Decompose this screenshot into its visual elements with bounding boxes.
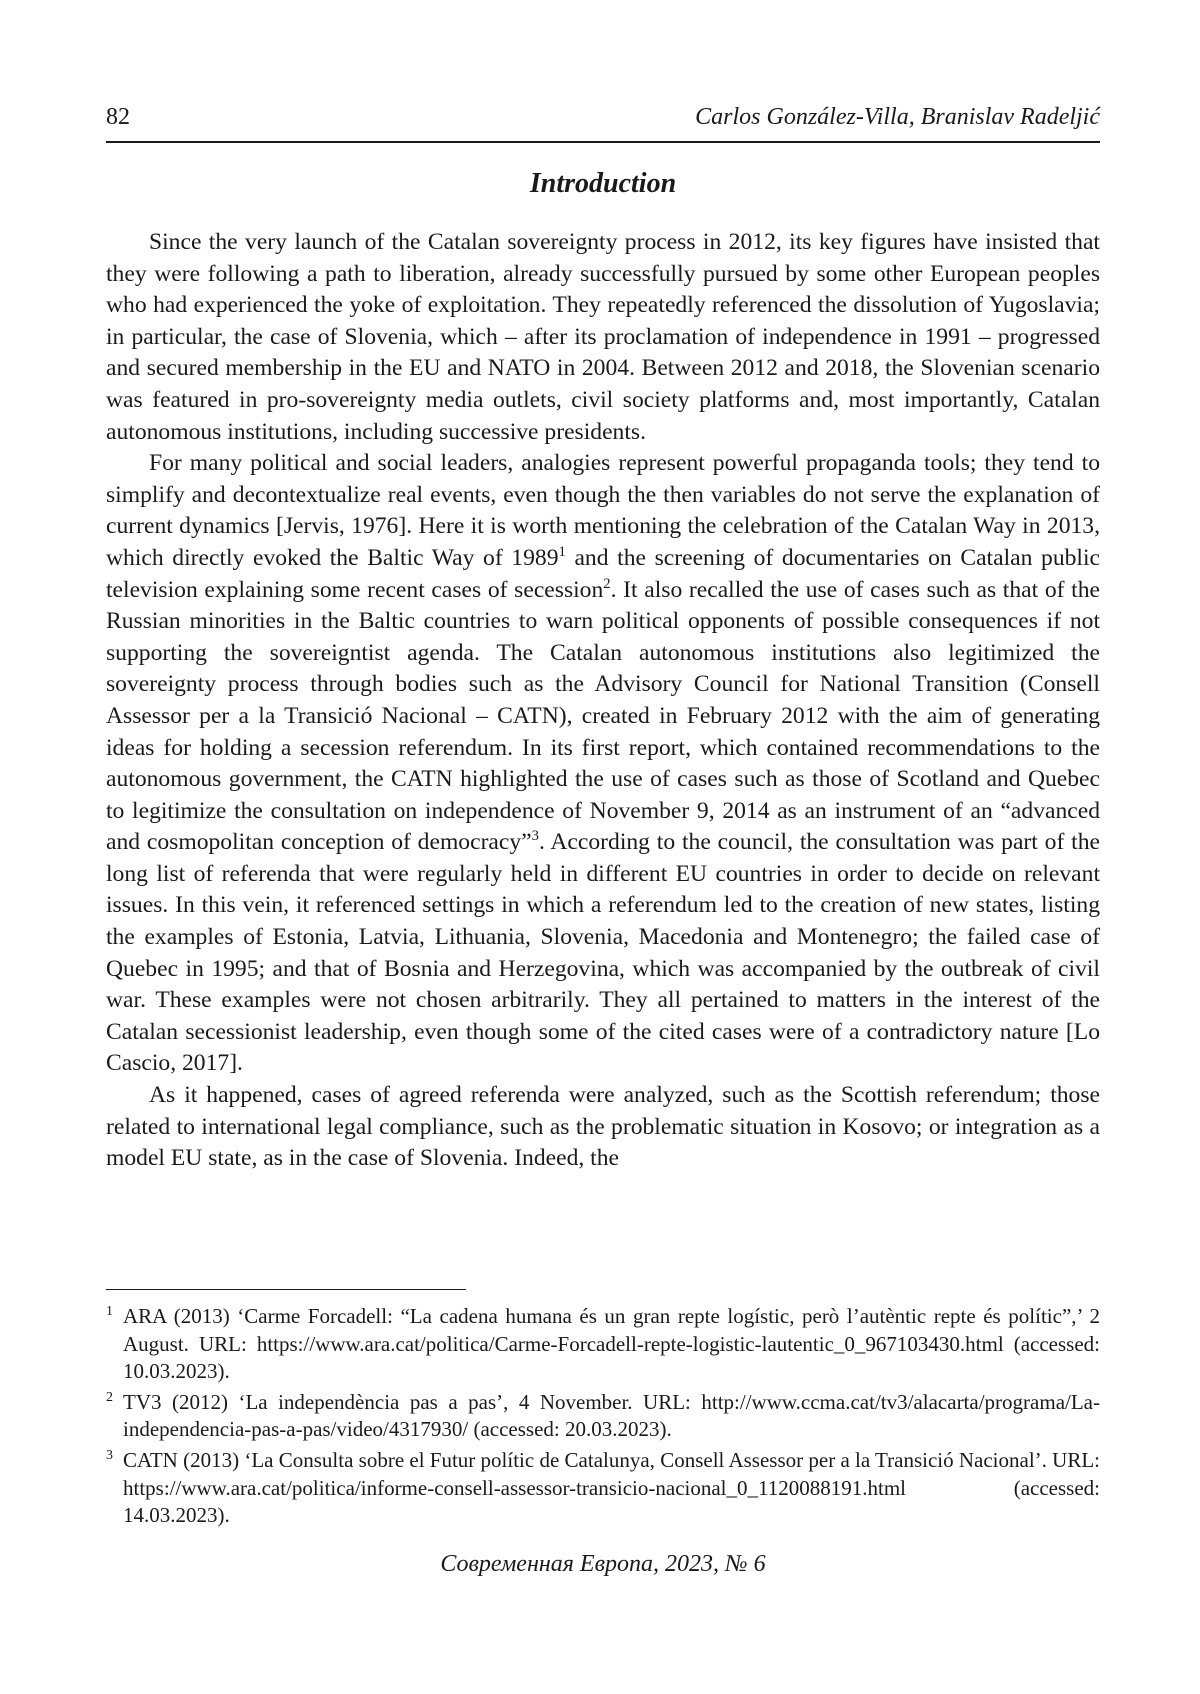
footnote-text: CATN (2013) ‘La Consulta sobre el Futur polític de Catalunya, Consell Assessor per a la Transició Nacional’. URL: https://www.ara.cat/politica/informe-consell-assessor-transicio-nacional_0_1120088191.html (accessed: 14.03.2023). (123, 1447, 1100, 1528)
paragraph-2-part-3: . It also recalled the use of cases such as that of the Russian minorities in the Baltic countries to warn political opponents of possible consequences if not supporting the sovereigntist agenda. The Catalan autonomous institutions also legitimized the sovereignty process through bodies such as the Advisory Council for National Transition (Consell Assessor per a la Transició Nacional – CATN), created in February 2012 with the aim of generating ideas for holding a secession referendum. In its first report, which contained recommendations to the autonomous government, the CATN highlighted the use of cases such as those of Scotland and Quebec to legitimize the consultation on independence of November 9, 2014 as an instrument of an “advanced and cosmopolitan conception of democracy” (106, 576, 1100, 856)
section-title: Introduction (529, 168, 677, 199)
paragraph-1: Since the very launch of the Catalan sovereignty process in 2012, its key figures have insisted that they were following a path to liberation, already successfully pursued by some other European peoples who had experienced the yoke of exploitation. They repeatedly referenced the dissolution of Yugoslavia; in particular, the case of Slovenia, which – after its proclamation of independence in 1991 – progressed and secured membership in the EU and NATO in 2004. Between 2012 and 2018, the Slovenian scenario was featured in pro-sovereignty media outlets, civil society platforms and, most importantly, Catalan autonomous institutions, including successive presidents. (106, 229, 1100, 445)
page-number: 82 (106, 104, 130, 130)
header-rule (106, 141, 1100, 143)
paragraph-2 (106, 448, 1100, 1080)
footnote-ref-3[interactable]: 3 (531, 828, 539, 845)
footnote-ref-2[interactable]: 2 (603, 575, 611, 592)
footnote-2 (106, 1389, 1100, 1444)
body-text (106, 227, 1100, 1175)
footnote-3 (106, 1447, 1100, 1530)
journal-footer: Современная Европа, 2023, № 6 (440, 1551, 766, 1577)
footnote-number: 3 (106, 1447, 113, 1463)
footnote-1 (106, 1303, 1100, 1386)
paragraph-2-part-1: For many political and social leaders, analogies represent powerful propaganda tools; they tend to simplify and decontextualize real events, even though the then variables do not serve the explanation of current dynamics [Jervis, 1976]. Here it is worth mentioning the celebration of the Catalan Way in 2013, which directly evoked the Baltic Way of 1989 (106, 450, 1100, 571)
footnote-ref-1[interactable]: 1 (558, 544, 566, 561)
footnotes (106, 1303, 1100, 1533)
footnote-number: 1 (106, 1304, 113, 1319)
paragraph-3: As it happened, cases of agreed referenda were analyzed, such as the Scottish referendum; those related to international legal compliance, such as the problematic situation in Kosovo; or integration as a model EU state, as in the case of Slovenia. Indeed, the (106, 1082, 1100, 1172)
paragraph-2-part-2: and the screening of documentaries on Catalan public television explaining some recent cases of secession (106, 544, 1100, 603)
paragraph-2-part-4: . According to the council, the consultation was part of the long list of referenda that were regularly held in different EU countries in order to decide on relevant issues. In this vein, it referenced settings in which a referendum led to the creation of new states, listing the examples of Estonia, Latvia, Lithuania, Slovenia, Macedonia and Montenegro; the failed case of Quebec in 1995; and that of Bosnia and Herzegovina, which was accompanied by the outbreak of civil war. These examples were not chosen arbitrarily. They all pertained to matters in the interest of the Catalan secessionist leadership, even though some of the cited cases were of a contradictory nature [Lo Cascio, 2017]. (106, 829, 1100, 1077)
footnote-number: 2 (106, 1389, 113, 1405)
footnote-text: TV3 (2012) ‘La independència pas a pas’, 4 November. URL: http://www.ccma.cat/tv3/alacarta/programa/La-independencia-pas-a-pas/video/4317930/ (accessed: 20.03.2023). (123, 1389, 1100, 1442)
running-header-authors: Carlos González-Villa, Branislav Radeljić (695, 104, 1100, 130)
footnote-separator (106, 1289, 466, 1290)
footnote-text: ARA (2013) ‘Carme Forcadell: “La cadena humana és un gran repte logístic, però l’autèntic repte és polític”,’ 2 August. URL: https://www.ara.cat/politica/Carme-Forcadell-repte-logistic-lautentic_0_967103430.html (accessed: 10.03.2023). (123, 1304, 1100, 1384)
running-header (106, 102, 1100, 132)
